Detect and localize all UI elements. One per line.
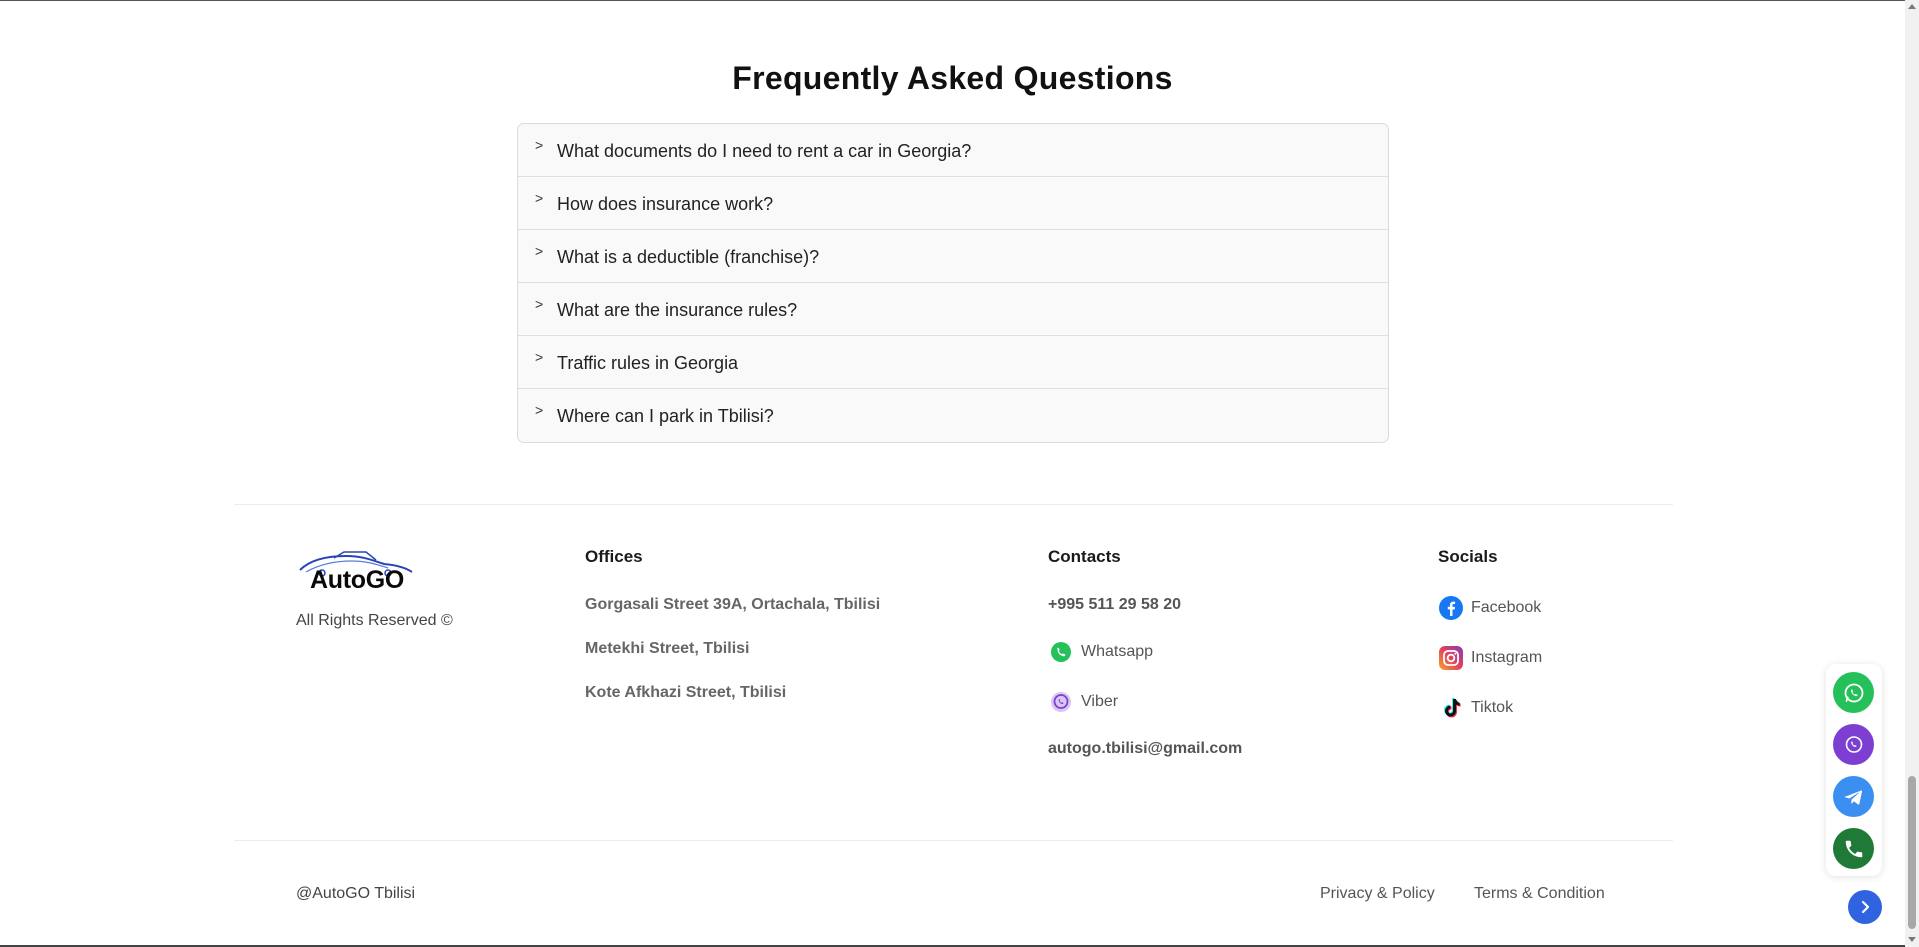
phone-float-button[interactable] <box>1833 828 1874 869</box>
faq-item[interactable] <box>518 389 1388 442</box>
page-scrollbar[interactable] <box>1905 0 1919 947</box>
faq-accordion <box>517 123 1389 443</box>
telegram-icon <box>1843 786 1865 808</box>
chevron-right-icon: > <box>535 349 544 365</box>
whatsapp-float-button[interactable] <box>1833 672 1874 713</box>
whatsapp-label: Whatsapp <box>1081 643 1154 660</box>
privacy-policy-link[interactable]: Privacy & Policy <box>1320 885 1435 902</box>
faq-item[interactable] <box>518 177 1388 230</box>
instagram-label: Instagram <box>1471 649 1543 666</box>
whatsapp-icon <box>1048 639 1074 665</box>
scrollbar-thumb[interactable] <box>1908 776 1916 929</box>
faq-question: Traffic rules in Georgia <box>557 353 739 373</box>
floating-contact-bar <box>1826 664 1882 876</box>
faq-item[interactable] <box>518 124 1388 177</box>
chevron-right-icon: > <box>535 402 544 418</box>
chevron-right-icon: > <box>535 243 544 259</box>
whatsapp-icon <box>1842 681 1866 705</box>
instagram-link[interactable] <box>1438 645 1542 671</box>
faq-question: How does insurance work? <box>557 194 774 214</box>
tiktok-link[interactable] <box>1438 695 1513 721</box>
offices-title: Offices <box>585 547 643 566</box>
faq-item[interactable] <box>518 283 1388 336</box>
faq-question: What documents do I need to rent a car in Georgia? <box>557 141 972 161</box>
faq-title: Frequently Asked Questions <box>732 60 1173 96</box>
chevron-right-icon: > <box>535 137 544 153</box>
viber-icon <box>1048 689 1074 715</box>
instagram-icon <box>1438 645 1464 671</box>
contacts-title: Contacts <box>1048 547 1121 566</box>
phone-link[interactable]: +995 511 29 58 20 <box>1048 596 1182 613</box>
facebook-icon <box>1438 595 1464 621</box>
tiktok-icon <box>1438 695 1464 721</box>
faq-item[interactable] <box>518 336 1388 389</box>
email-link[interactable]: autogo.tbilisi@gmail.com <box>1048 740 1243 757</box>
copyright-text: All Rights Reserved © <box>296 612 453 629</box>
chevron-right-icon: > <box>535 296 544 312</box>
footer-divider-top <box>234 504 1673 505</box>
faq-item[interactable] <box>518 230 1388 283</box>
viber-link[interactable] <box>1048 689 1118 715</box>
chevron-right-icon <box>1857 899 1873 915</box>
facebook-link[interactable] <box>1438 595 1541 621</box>
office-address: Kote Afkhazi Street, Tbilisi <box>585 684 787 701</box>
logo-text: AutoGO <box>310 566 405 594</box>
office-address: Gorgasali Street 39A, Ortachala, Tbilisi <box>585 596 881 613</box>
logo[interactable] <box>296 548 416 596</box>
viber-icon <box>1842 733 1866 757</box>
whatsapp-link[interactable] <box>1048 639 1153 665</box>
faq-question: Where can I park in Tbilisi? <box>557 406 774 426</box>
footer-divider-bottom <box>234 840 1673 841</box>
telegram-float-button[interactable] <box>1833 776 1874 817</box>
scroll-up-arrow-icon[interactable] <box>1908 4 1916 9</box>
footer-brand: @AutoGO Tbilisi <box>296 885 416 902</box>
faq-question: What is a deductible (franchise)? <box>557 247 820 267</box>
viber-label: Viber <box>1081 693 1119 710</box>
faq-question: What are the insurance rules? <box>557 300 798 320</box>
expand-float-button[interactable] <box>1848 890 1882 924</box>
chevron-right-icon: > <box>535 190 544 206</box>
phone-icon <box>1843 838 1865 860</box>
socials-title: Socials <box>1438 547 1498 566</box>
terms-condition-link[interactable]: Terms & Condition <box>1474 885 1605 902</box>
tiktok-label: Tiktok <box>1471 699 1514 716</box>
office-address: Metekhi Street, Tbilisi <box>585 640 750 657</box>
scroll-down-arrow-icon[interactable] <box>1908 937 1916 942</box>
viber-float-button[interactable] <box>1833 724 1874 765</box>
facebook-label: Facebook <box>1471 599 1542 616</box>
